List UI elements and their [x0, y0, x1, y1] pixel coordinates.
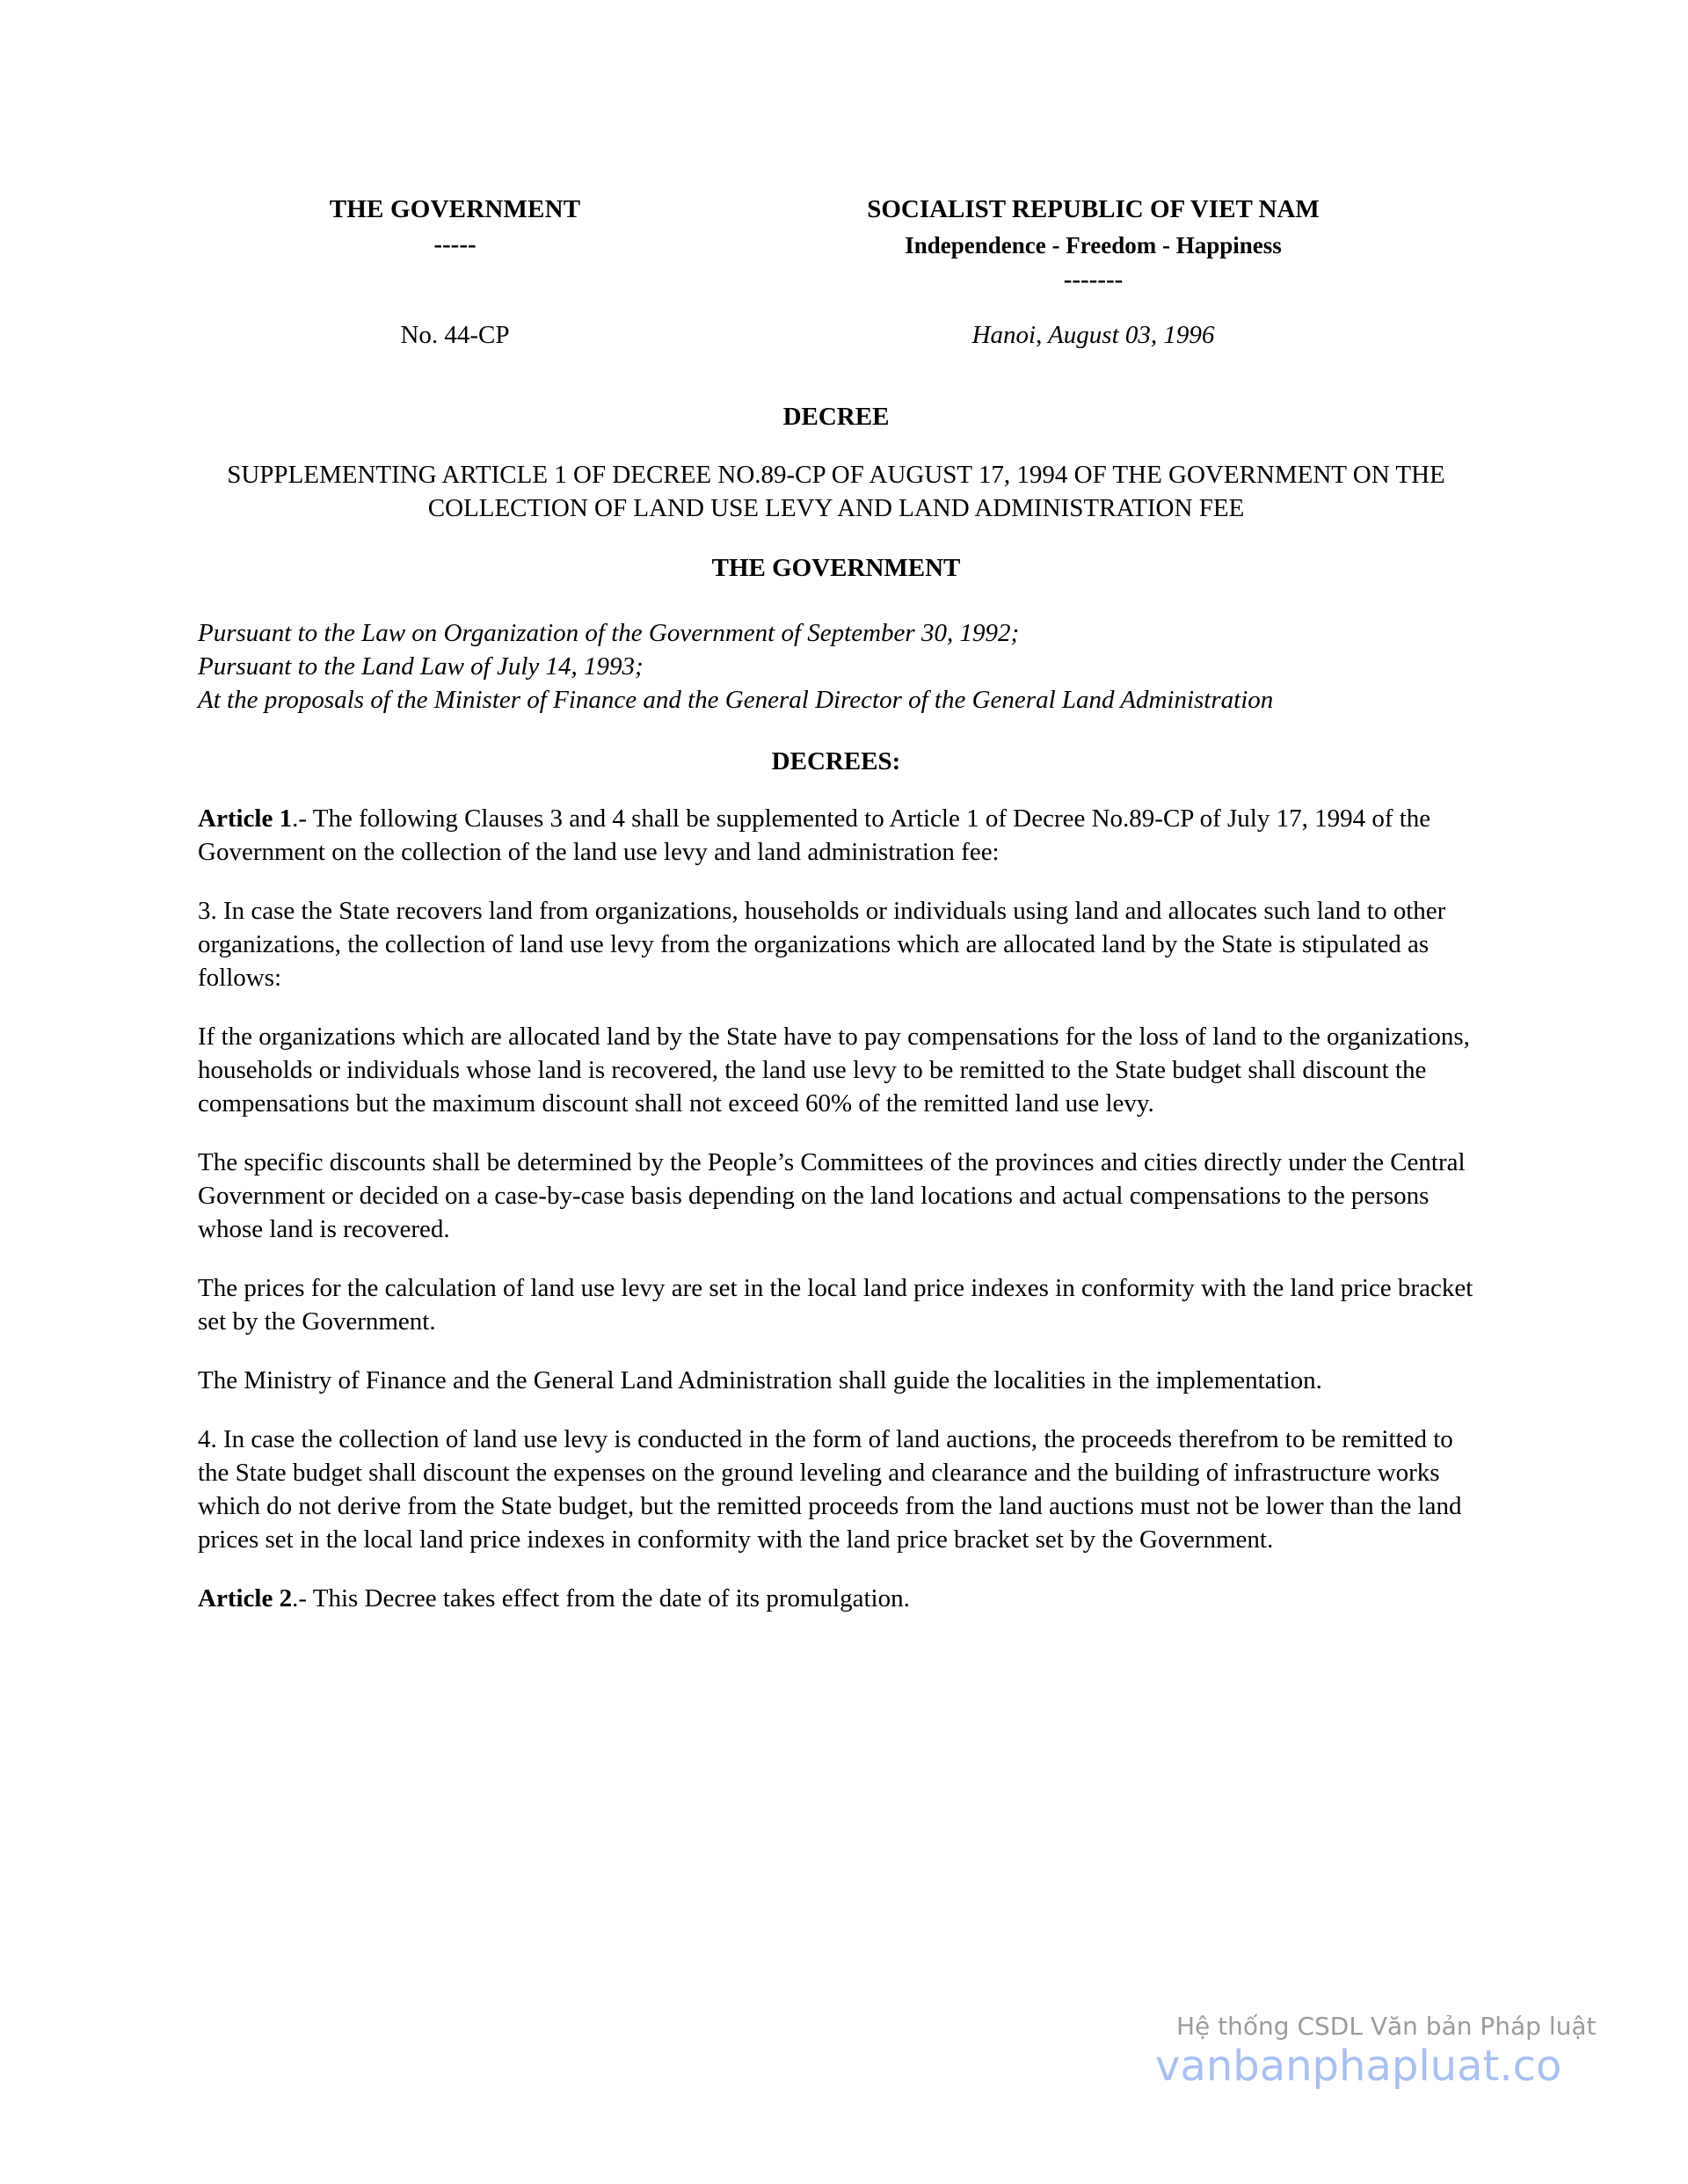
clause-3-paragraph-2: If the organizations which are allocated land by the State have to pay compensations for the loss of land to the organizations, households or individuals whose land is recovered, the land use levy to be remitted to the State budget shall discount the compensations but the maximum discount shall not exceed 60% of the remitted land use levy. [198, 1023, 1470, 1117]
article-2-text: .- This Decree takes effect from the date of its promulgation. [292, 1584, 910, 1613]
article-1-text: .- The following Clauses 3 and 4 shall be supplemented to Article 1 of Decree No.89-CP of July 17, 1994 of the Government on the collection of the land use levy and land administration fee: [198, 804, 1431, 866]
watermark-domain: vanbanphapluat.co [1155, 2042, 1562, 2091]
place-and-date: Hanoi, August 03, 1996 [971, 321, 1215, 349]
issuing-organization: THE GOVERNMENT [329, 195, 581, 223]
clause-3-paragraph-4: The prices for the calculation of land use levy are set in the local land price indexes in conformity with the land price bracket set by the Government. [198, 1274, 1473, 1336]
organization-rule: ----- [433, 230, 477, 258]
preamble-line-2: Pursuant to the Land Law of July 14, 1993; [198, 652, 644, 681]
site-watermark [1155, 2012, 1669, 2091]
document-subject-title: SUPPLEMENTING ARTICLE 1 OF DECREE NO.89-CP OF AUGUST 17, 1994 OF THE GOVERNMENT ON THE COLLECTION OF LAND USE LEVY AND LAND ADMINISTRATION FEE [227, 461, 1445, 522]
article-2-paragraph [198, 1582, 1474, 1615]
article-1-paragraph [198, 802, 1474, 869]
clause-3-paragraph-5: The Ministry of Finance and the General Land Administration shall guide the localities in the implementation. [198, 1366, 1322, 1394]
country-name: SOCIALIST REPUBLIC OF VIET NAM [867, 195, 1320, 223]
clause-4-paragraph: 4. In case the collection of land use levy is conducted in the form of land auctions, the proceeds therefrom to be remitted to the State budget shall discount the expenses on the ground leveling and clearance and the building of infrastructure works which do not derive from the State budget, but the remitted proceeds from the land auctions must not be lower than the land prices set in the local land price indexes in conformity with the land price bracket set by the Government. [198, 1425, 1462, 1554]
clause-3-paragraph-3: The specific discounts shall be determined by the People’s Committees of the provinces and cities directly under the Central Government or decided on a case-by-case basis depending on the land locations and actual compensations to the persons whose land is recovered. [198, 1148, 1466, 1243]
document-number: No. 44-CP [400, 321, 510, 349]
national-motto: Independence - Freedom - Happiness [905, 232, 1282, 258]
masthead [198, 0, 1474, 296]
article-1-label: Article 1 [198, 804, 293, 833]
document-content [198, 0, 1474, 1641]
masthead-left-column [198, 192, 712, 261]
masthead-right-column [712, 192, 1474, 296]
clause-3-paragraph: 3. In case the State recovers land from organizations, households or individuals using land and allocates such land to other organizations, the collection of land use levy from the organizations which are allocated land by the State is stipulated as follows: [198, 897, 1446, 992]
issuer-heading: THE GOVERNMENT [711, 554, 961, 582]
decrees-heading: DECREES: [771, 747, 901, 775]
motto-rule: ------- [1063, 266, 1124, 294]
preamble-line-3: At the proposals of the Minister of Finance and the General Director of the General Land Administration [198, 686, 1274, 714]
preamble [198, 616, 1474, 717]
document-type-heading: DECREE [782, 403, 890, 431]
document-number-row [198, 318, 1474, 352]
article-2-label: Article 2 [198, 1584, 293, 1613]
watermark-tagline: Hệ thống CSDL Văn bản Pháp luật [1176, 2012, 1597, 2041]
preamble-line-1: Pursuant to the Law on Organization of the Government of September 30, 1992; [198, 619, 1020, 647]
